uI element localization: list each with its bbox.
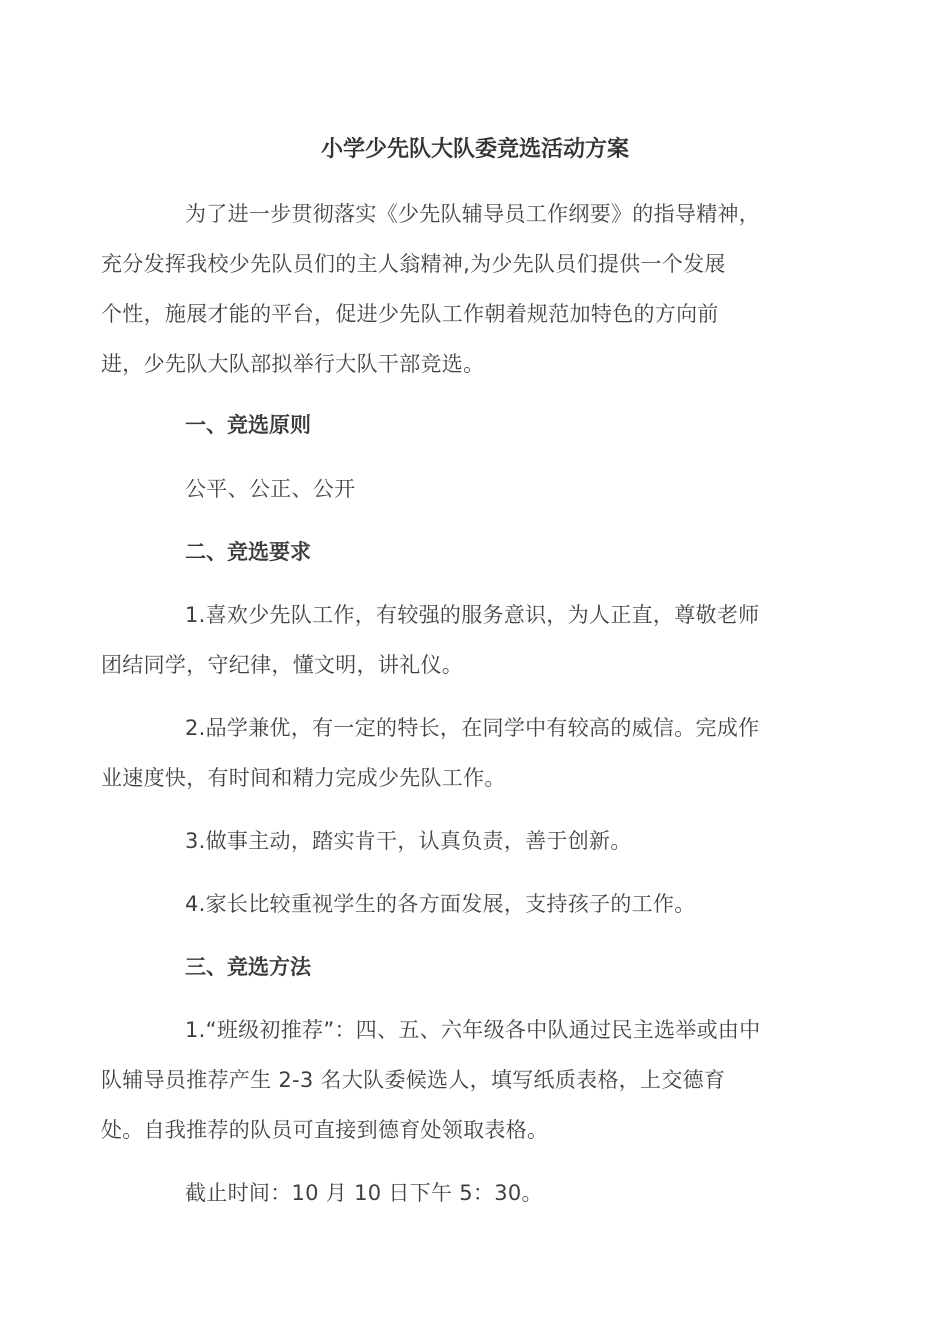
requirement-line: 团结同学，守纪律，懂文明，讲礼仪。 xyxy=(101,653,464,677)
section-heading: 二、竞选要求 xyxy=(185,540,311,564)
requirement-item xyxy=(143,816,823,866)
requirement-line: 1.喜欢少先队工作，有较强的服务意识，为人正直，尊敬老师 xyxy=(185,603,760,627)
principles-text-block xyxy=(143,464,823,514)
method-line: 处。自我推荐的队员可直接到德育处领取表格。 xyxy=(101,1118,549,1142)
section-principles xyxy=(143,400,823,450)
intro-line: 充分发挥我校少先队员们的主人翁精神,为少先队员们提供一个发展 xyxy=(101,252,726,276)
requirement-line: 2.品学兼优，有一定的特长，在同学中有较高的威信。完成作 xyxy=(185,716,760,740)
method-line: 队辅导员推荐产生 2-3 名大队委候选人，填写纸质表格，上交德育 xyxy=(101,1068,726,1092)
requirement-item xyxy=(101,590,823,690)
requirement-item xyxy=(101,703,823,803)
intro-line: 为了进一步贯彻落实《少先队辅导员工作纲要》的指导精神， xyxy=(185,202,761,226)
requirement-line: 业速度快，有时间和精力完成少先队工作。 xyxy=(101,766,506,790)
section-heading: 三、竞选方法 xyxy=(185,955,311,979)
intro-line: 进，少先队大队部拟举行大队干部竞选。 xyxy=(101,352,485,376)
intro-line: 个性，施展才能的平台，促进少先队工作朝着规范加特色的方向前 xyxy=(101,302,719,326)
principles-text: 公平、公正、公开 xyxy=(185,477,356,501)
requirement-line: 3.做事主动，踏实肯干，认真负责，善于创新。 xyxy=(185,829,632,853)
deadline-block xyxy=(143,1168,823,1218)
requirement-item xyxy=(143,879,823,929)
section-methods xyxy=(143,942,823,992)
deadline-text: 截止时间：10 月 10 日下午 5：30。 xyxy=(185,1181,543,1205)
intro-paragraph xyxy=(101,189,823,389)
requirement-line: 4.家长比较重视学生的各方面发展，支持孩子的工作。 xyxy=(185,892,696,916)
section-requirements xyxy=(143,527,823,577)
document-title: 小学少先队大队委竞选活动方案 xyxy=(320,137,629,162)
section-heading: 一、竞选原则 xyxy=(185,413,311,437)
method-line: 1.“班级初推荐”：四、五、六年级各中队通过民主选举或由中 xyxy=(185,1018,761,1042)
method-item xyxy=(101,1005,823,1155)
